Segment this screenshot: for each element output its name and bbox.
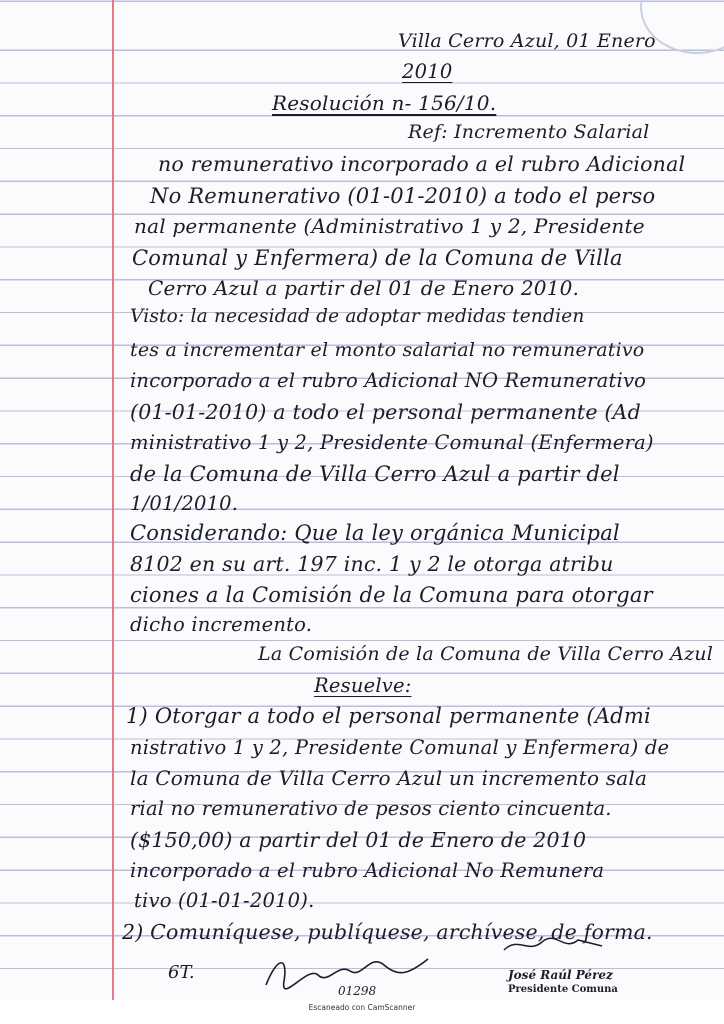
text-line: Visto: la necesidad de adoptar medidas tendien [130, 306, 585, 327]
text-line: tivo (01-01-2010). [134, 889, 315, 912]
text-line: 1) Otorgar a todo el personal permanente (Admi [126, 704, 651, 728]
text-line: ($150,00) a partir del 01 de Enero de 2010 [130, 828, 587, 852]
text-line: 2) Comuníquese, publíquese, archívese, de forma. [122, 920, 653, 944]
right-signature-name: José Raúl Pérez [508, 968, 613, 982]
text-line: No Remunerativo (01-01-2010) a todo el perso [150, 184, 656, 208]
resolution-title: Resolución n- 156/10. [272, 91, 497, 115]
text-line: Comunal y Enfermera) de la Comuna de Villa [132, 246, 623, 270]
signature-scribble-right [498, 930, 608, 960]
text-line: Cerro Azul a partir del 01 de Enero 2010. [148, 276, 580, 300]
text-line: nal permanente (Administrativo 1 y 2, Presidente [134, 214, 645, 238]
text-line: nistrativo 1 y 2, Presidente Comunal y Enfermera) de [130, 736, 670, 759]
text-line: 1/01/2010. [130, 492, 239, 515]
text-line: 8102 en su art. 197 inc. 1 y 2 le otorga atribu [130, 552, 614, 576]
middle-signature-number: 01298 [338, 984, 377, 998]
initials-signature: 6T. [168, 962, 195, 983]
text-line: La Comisión de la Comuna de Villa Cerro Azul [258, 643, 714, 665]
text-line: incorporado a el rubro Adicional NO Remunerativo [130, 369, 647, 392]
year: 2010 [402, 60, 453, 83]
text-line: de la Comuna de Villa Cerro Azul a partir del [130, 462, 620, 486]
text-line: rial no remunerativo de pesos ciento cincuenta. [130, 797, 612, 820]
text-line: (01-01-2010) a todo el personal permanente (Ad [130, 400, 641, 424]
reference-line: Ref: Incremento Salarial [408, 121, 650, 143]
text-line: incorporado a el rubro Adicional No Remunera [130, 859, 605, 882]
text-line: no remunerativo incorporado a el rubro Adicional [158, 152, 686, 176]
text-line: tes a incrementar el monto salarial no remunerativo [130, 339, 645, 361]
text-line: dicho incremento. [130, 613, 313, 636]
scanner-footer: Escaneado con CamScanner [308, 1003, 416, 1012]
text-line: ministrativo 1 y 2, Presidente Comunal (Enfermera) [130, 431, 654, 454]
red-margin-line [112, 0, 114, 1000]
text-line: Considerando: Que la ley orgánica Municipal [130, 521, 620, 545]
place-date: Villa Cerro Azul, 01 Enero [398, 30, 656, 52]
text-line: ciones a la Comisión de la Comuna para otorgar [130, 583, 653, 607]
text-line: la Comuna de Villa Cerro Azul un incremento sala [130, 766, 648, 790]
resolves-heading: Resuelve: [314, 674, 412, 697]
right-signature-title: Presidente Comuna [508, 984, 618, 995]
